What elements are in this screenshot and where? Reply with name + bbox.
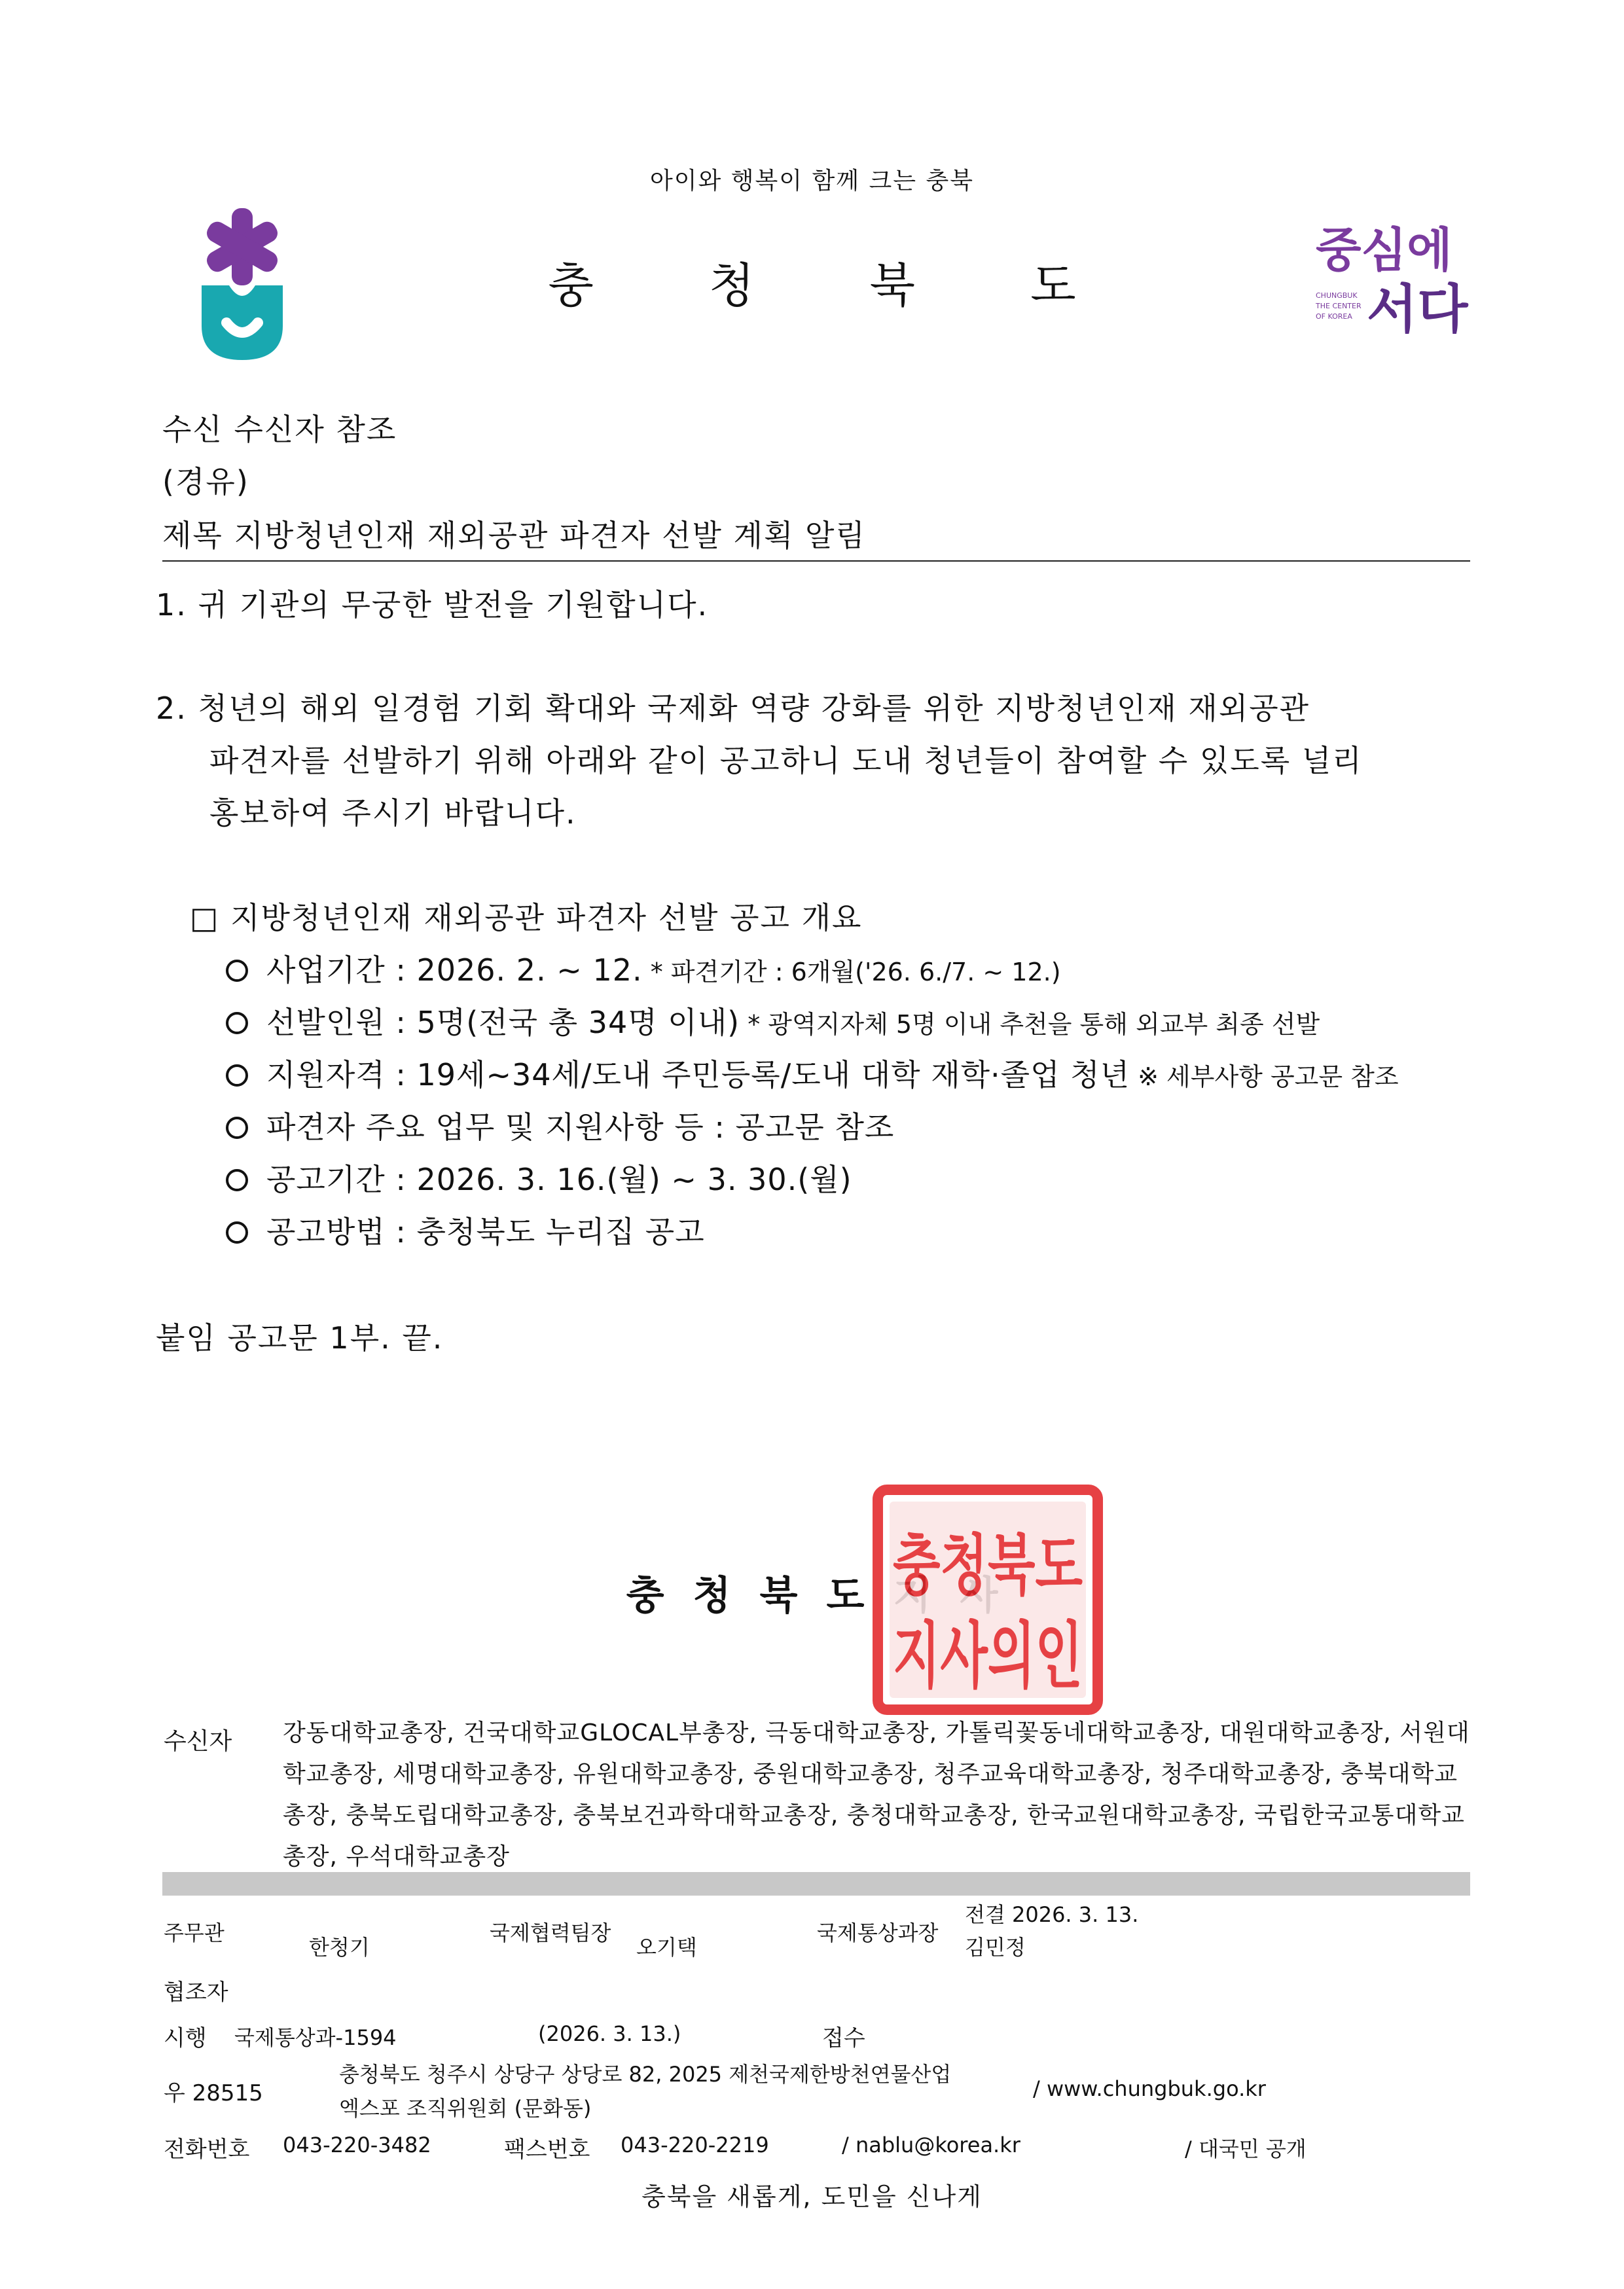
- enforce-date: (2026. 3. 13.): [538, 2021, 681, 2046]
- svg-text:지사의인: 지사의인: [893, 1614, 1083, 1698]
- top-slogan: 아이와 행복이 함께 크는 충북: [649, 168, 975, 194]
- approver-3-role: 국제통상과장: [817, 1920, 939, 1945]
- attachment-line: 붙임 공고문 1부. 끝.: [156, 1320, 444, 1356]
- overview-heading: □ 지방청년인재 재외공관 파견자 선발 공고 개요: [190, 900, 863, 935]
- disclosure-status: / 대국민 공개: [1185, 2136, 1307, 2161]
- svg-text:충청북도: 충청북도: [893, 1527, 1083, 1604]
- bullet-circle-icon: [226, 1012, 248, 1034]
- enforce-label: 시행: [164, 2025, 207, 2051]
- overview-item-text: 지원자격 : 19세~34세/도내 주민등록/도내 대학 재학·졸업 청년: [266, 1057, 1130, 1092]
- postal-code: 우 28515: [164, 2080, 263, 2106]
- approver-1-role: 주무관: [164, 1920, 225, 1945]
- via-line: (경유): [162, 464, 249, 499]
- brand-logo-line1: 중심에: [1316, 223, 1453, 278]
- brand-logo-sub: CHUNGBUK: [1316, 291, 1358, 300]
- email-address[interactable]: / nablu@korea.kr: [842, 2133, 1020, 2157]
- overview-item: [226, 1208, 705, 1252]
- recipients-label: 수신자: [164, 1728, 232, 1755]
- org-title-char: 충: [548, 258, 594, 313]
- receipt-label: 접수: [822, 2025, 865, 2051]
- header-divider: [162, 560, 1470, 562]
- issuer-signature: [0, 1564, 1624, 1621]
- overview-item-note: * 파견기간 : 6개월('26. 6./7. ~ 12.): [642, 958, 1061, 986]
- signature-char: 북: [759, 1573, 798, 1619]
- overview-item: [226, 1051, 1399, 1094]
- bullet-circle-icon: [226, 1169, 248, 1191]
- address-line-1: 충청북도 청주시 상당구 상당로 82, 2025 제천국제한방천연물산업: [339, 2062, 952, 2087]
- overview-item-text: 공고기간 : 2026. 3. 16.(월) ~ 3. 30.(월): [266, 1162, 852, 1197]
- fax-label: 팩스번호: [504, 2136, 590, 2163]
- approval-divider-band: [162, 1872, 1470, 1896]
- brand-logo-sub: OF KOREA: [1316, 312, 1352, 321]
- phone-number: 043-220-3482: [283, 2133, 431, 2157]
- bullet-circle-icon: [226, 1221, 248, 1244]
- paragraph-1: 1. 귀 기관의 무궁한 발전을 기원합니다.: [156, 587, 709, 622]
- signature-char: 충: [626, 1573, 664, 1619]
- org-title-char: 도: [1030, 258, 1076, 313]
- overview-item-text: 파견자 주요 업무 및 지원사항 등 : 공고문 참조: [266, 1109, 895, 1145]
- overview-item: [226, 946, 1061, 990]
- final-approval-date: 전결 2026. 3. 13.: [965, 1902, 1139, 1927]
- approver-3-name: 김민정: [965, 1935, 1026, 1960]
- official-seal-stamp: [873, 1485, 1103, 1715]
- overview-item: [226, 1104, 894, 1147]
- recipient-line: 수신 수신자 참조: [162, 412, 397, 447]
- bullet-circle-icon: [226, 1117, 248, 1139]
- org-title-char: 북: [869, 258, 916, 313]
- fax-number: 043-220-2219: [621, 2133, 769, 2157]
- paragraph-2-line-3: 홍보하여 주시기 바랍니다.: [209, 795, 577, 831]
- address-line-2: 엑스포 조직위원회 (문화동): [339, 2096, 592, 2121]
- brand-logo-line2: 서다: [1367, 279, 1468, 337]
- paragraph-2-line-2: 파견자를 선발하기 위해 아래와 같이 공고하니 도내 청년들이 참여할 수 있도록 널리: [209, 743, 1363, 778]
- phone-label: 전화번호: [164, 2136, 250, 2163]
- brand-slogan-logo: [1316, 219, 1473, 340]
- approver-2-role: 국제협력팀장: [490, 1920, 611, 1945]
- overview-item: [226, 999, 1320, 1042]
- overview-item-note: * 광역지자체 5명 이내 추천을 통해 외교부 최종 선발: [740, 1010, 1320, 1039]
- approver-2-name: 오기택: [636, 1935, 697, 1960]
- overview-item: [226, 1156, 852, 1199]
- overview-item-text: 선발인원 : 5명(전국 총 34명 이내): [266, 1005, 740, 1040]
- org-title-char: 청: [708, 258, 755, 313]
- recipients-list: 강동대학교총장, 건국대학교GLOCAL부총장, 극동대학교총장, 가톨릭꽃동네대학교총장, 대원대학교총장, 서원대학교총장, 세명대학교총장, 유원대학교총장, 중원대학교총장, 청주교육대학교총장, 청주대학교총장, 충북대학교총장, 충북도립대학교총장, 충북보건과학대학교총장, 충청대학교총장, 한국교원대학교총장, 국립한국교통대학교총장, 우석대학교총장: [283, 1720, 1470, 1870]
- website-link[interactable]: / www.chungbuk.go.kr: [1033, 2076, 1266, 2101]
- brand-logo-sub: THE CENTER: [1316, 302, 1362, 310]
- overview-item-text: 공고방법 : 충청북도 누리집 공고: [266, 1214, 705, 1250]
- signature-char: 청: [693, 1573, 731, 1619]
- approver-1-name: 한청기: [309, 1935, 370, 1960]
- signature-char: 도: [826, 1573, 865, 1619]
- bullet-circle-icon: [226, 960, 248, 982]
- cooperator-label: 협조자: [164, 1979, 228, 2006]
- enforce-number: 국제통상과-1594: [234, 2025, 397, 2050]
- footer-slogan: 충북을 새롭게, 도민을 신나게: [641, 2182, 983, 2211]
- subject-line: 제목 지방청년인재 재외공관 파견자 선발 계획 알림: [162, 518, 866, 553]
- overview-item-text: 사업기간 : 2026. 2. ~ 12.: [266, 952, 643, 988]
- bullet-circle-icon: [226, 1064, 248, 1087]
- overview-item-note: ※ 세부사항 공고문 참조: [1130, 1062, 1399, 1091]
- paragraph-2-line-1: 2. 청년의 해외 일경험 기회 확대와 국제화 역량 강화를 위한 지방청년인재 재외공관: [156, 691, 1310, 726]
